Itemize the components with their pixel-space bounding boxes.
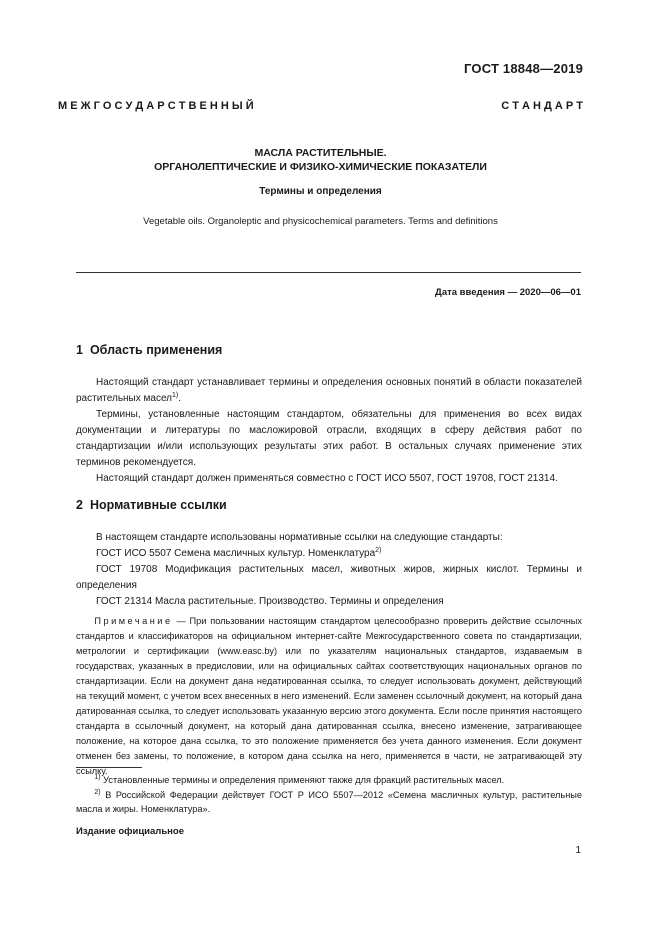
section-1-title: Область применения xyxy=(89,343,223,357)
interstate-standard-banner xyxy=(58,100,583,112)
reference-gost-19708 xyxy=(76,562,582,594)
section-1-p1-end: . xyxy=(178,393,182,404)
section-1-p2-text: Термины, установленные настоящим стандартом, обязательны для применения во всех видах документации и литературы по масложировой отрасли, входящих в сферу действия работ по стандартизации и/или использующих результаты этих работ. В остальных случаях применение этих терминов рекомендуется. xyxy=(76,409,582,468)
reference-2-text: ГОСТ 19708 Модификация растительных масел, животных жиров, жирных кислот. Термины и определения xyxy=(76,564,582,591)
introduction-date: Дата введения — 2020—06—01 xyxy=(435,287,581,298)
note-label: Примечание xyxy=(94,616,173,626)
section-2-p1-text: В настоящем стандарте использованы нормативные ссылки на следующие стандарты: xyxy=(96,532,503,543)
reference-1-text: ГОСТ ИСО 5507 Семена масличных культур. Номенклатура xyxy=(96,548,376,559)
footnote-ref-2: 2) xyxy=(375,547,382,554)
footnote-2-text: В Российской Федерации действует ГОСТ Р ИСО 5507—2012 «Семена масличных культур, растительные масла и жиры. Номенклатура». xyxy=(76,790,582,814)
title-line-2: ОРГАНОЛЕПТИЧЕСКИЕ И ФИЗИКО-ХИМИЧЕСКИЕ ПОКАЗАТЕЛИ xyxy=(154,161,487,173)
section-1-p1-text: Настоящий стандарт устанавливает термины и определения основных понятий в области показателей растительных масел xyxy=(76,377,582,404)
reference-gost-iso-5507 xyxy=(76,546,582,562)
note-paragraph xyxy=(76,614,582,779)
section-2-paragraph-1 xyxy=(76,530,582,546)
title-line-1: МАСЛА РАСТИТЕЛЬНЫЕ. xyxy=(254,147,387,159)
title-subtitle: Термины и определения xyxy=(259,186,382,197)
page-number: 1 xyxy=(575,845,581,856)
note-text: — При пользовании настоящим стандартом целесообразно проверить действие ссылочных стандартов и классификаторов на официальном интернет-сайте Межгосударственного совета по стандартизации, метрологии и сертификации (www.easc.by) или по указателям национальных стандартов, издаваемым в государствах, указанных в предисловии, или на официальных сайтах соответствующих национальных органов по стандартизации. Если на документ дана недатированная ссылка, то следует использовать документ, действующий на текущий момент, с учетом всех внесенных в него изменений. Если заменен ссылочный документ, на который дана датированная ссылка, то следует использовать указанную версию этого документа. Если после принятия настоящего стандарта в ссылочный документ, на который дана датированная ссылка, внесено изменение, затрагивающее положение, на которое дана ссылка, то это положение применяется без учета данного изменения. Если документ отменен без замены, то положение, в котором дана ссылка на него, применяется в части, не затрагивающей эту ссылку. xyxy=(76,616,582,776)
section-2-number: 2 xyxy=(76,498,83,512)
reference-gost-21314 xyxy=(76,594,582,610)
section-2-title: Нормативные ссылки xyxy=(89,498,227,512)
section-2-heading xyxy=(76,498,227,512)
section-1-paragraph-1 xyxy=(76,375,582,407)
title-english: Vegetable oils. Organoleptic and physicochemical parameters. Terms and definitions xyxy=(143,216,498,227)
reference-3-text: ГОСТ 21314 Масла растительные. Производство. Термины и определения xyxy=(96,596,444,607)
footnote-divider xyxy=(76,767,142,768)
section-2-body xyxy=(76,530,582,610)
footnote-2 xyxy=(76,788,582,816)
footnote-2-mark: 2) xyxy=(94,789,101,796)
title-block xyxy=(60,146,581,227)
footnote-1-mark: 1) xyxy=(94,774,101,781)
section-1-paragraph-2 xyxy=(76,407,582,471)
official-edition-label: Издание официальное xyxy=(76,826,184,837)
banner-standard: С Т А Н Д А Р Т xyxy=(501,100,583,112)
banner-interstate: М Е Ж Г О С У Д А Р С Т В Е Н Н Ы Й xyxy=(58,100,254,112)
section-1-number: 1 xyxy=(76,343,83,357)
title-divider xyxy=(76,272,581,273)
section-1-p3-text: Настоящий стандарт должен применяться совместно с ГОСТ ИСО 5507, ГОСТ 19708, ГОСТ 21314. xyxy=(96,473,558,484)
section-1-paragraph-3 xyxy=(76,471,582,487)
footnote-ref-1: 1) xyxy=(172,392,179,399)
standard-code: ГОСТ 18848—2019 xyxy=(464,61,583,76)
section-1-heading xyxy=(76,343,222,357)
section-1-body xyxy=(76,375,582,487)
footnote-1-text: Установленные термины и определения применяют также для фракций растительных масел. xyxy=(100,775,505,785)
footnote-1 xyxy=(76,773,582,787)
